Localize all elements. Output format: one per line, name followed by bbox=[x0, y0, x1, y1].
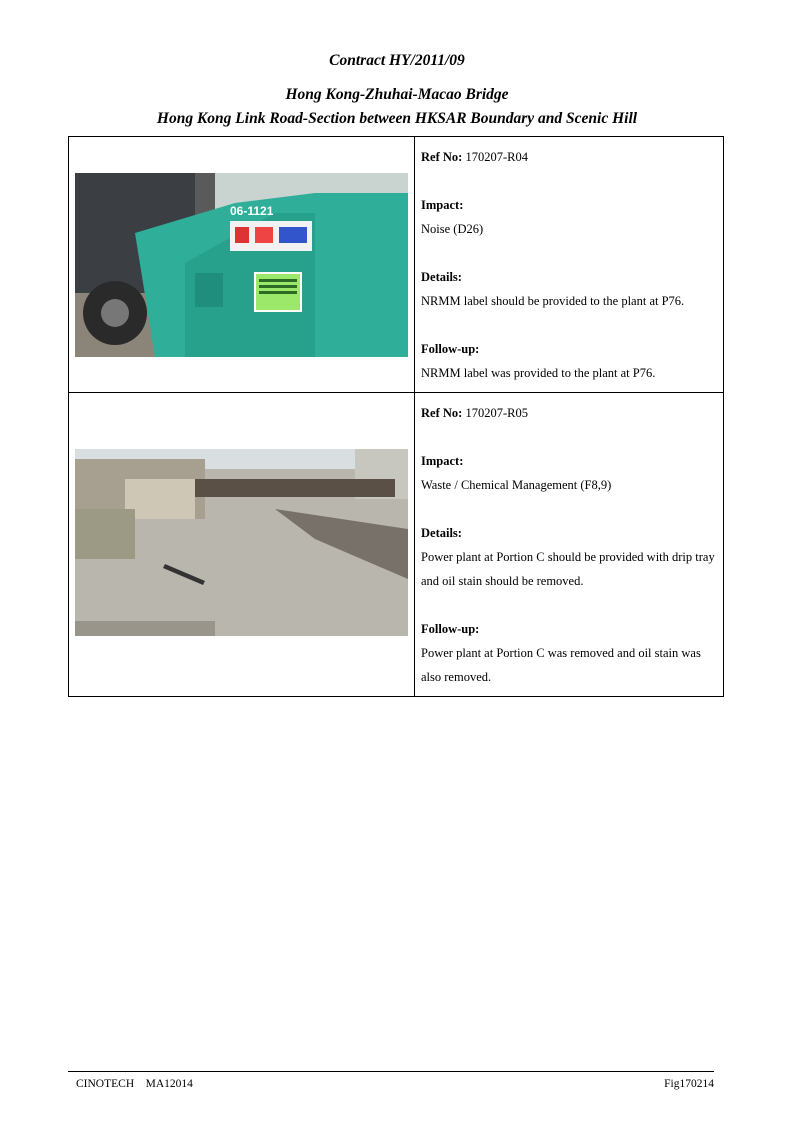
site-image bbox=[75, 449, 408, 636]
followup-value: Power plant at Portion C was removed and oil stain was also removed. bbox=[421, 646, 701, 684]
details-cell bbox=[415, 137, 724, 393]
photo-cell bbox=[69, 393, 415, 697]
impact-value: Waste / Chemical Management (F8,9) bbox=[421, 478, 612, 492]
company-name: CINOTECH bbox=[76, 1078, 135, 1090]
report-header bbox=[0, 52, 794, 128]
observation-row bbox=[69, 137, 724, 393]
followup-label: Follow-up: bbox=[421, 342, 480, 356]
plate-number: 06-1121 bbox=[230, 204, 274, 218]
impact-value: Noise (D26) bbox=[421, 222, 484, 236]
details-label: Details: bbox=[421, 526, 462, 540]
forklift-image bbox=[75, 173, 408, 357]
followup-value: NRMM label was provided to the plant at P76. bbox=[421, 366, 656, 380]
details-cell bbox=[415, 393, 724, 697]
details-value: NRMM label should be provided to the plant at P76. bbox=[421, 294, 685, 308]
project-title: Hong Kong-Zhuhai-Macao Bridge bbox=[285, 86, 509, 103]
ref-label: Ref No: bbox=[421, 406, 463, 420]
observation-row bbox=[69, 393, 724, 697]
forklift-photo bbox=[75, 173, 408, 362]
footer-divider bbox=[68, 1071, 714, 1072]
ref-label: Ref No: bbox=[421, 150, 463, 164]
doc-code: MA12014 bbox=[145, 1078, 193, 1090]
footer-left bbox=[76, 1078, 193, 1090]
contract-title: Contract HY/2011/09 bbox=[329, 52, 465, 69]
impact-label: Impact: bbox=[421, 454, 464, 468]
site-photo bbox=[75, 449, 408, 641]
details-label: Details: bbox=[421, 270, 462, 284]
photo-cell bbox=[69, 137, 415, 393]
section-title: Hong Kong Link Road-Section between HKSAR Boundary and Scenic Hill bbox=[156, 110, 638, 127]
ref-number: 170207-R05 bbox=[465, 406, 528, 420]
figure-number: Fig170214 bbox=[664, 1078, 714, 1090]
details-value: Power plant at Portion C should be provided with drip tray and oil stain should be removed. bbox=[421, 550, 715, 588]
ref-number: 170207-R04 bbox=[465, 150, 528, 164]
observation-table bbox=[68, 136, 724, 697]
followup-label: Follow-up: bbox=[421, 622, 480, 636]
impact-label: Impact: bbox=[421, 198, 464, 212]
